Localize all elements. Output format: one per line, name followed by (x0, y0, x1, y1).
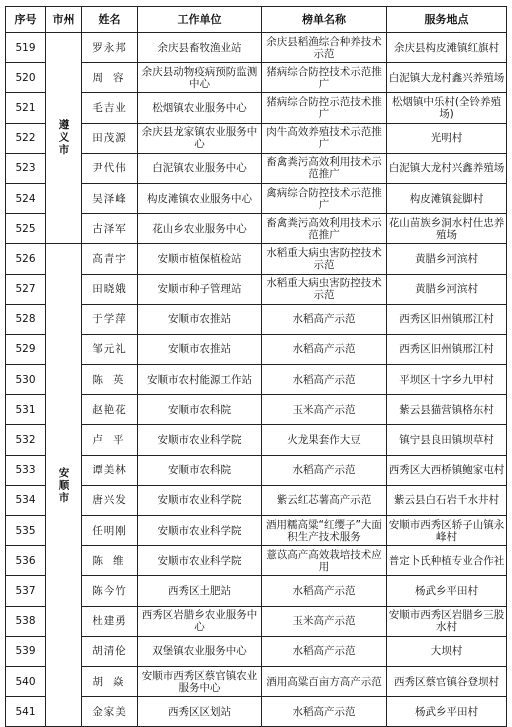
service-location-cell: 安顺市西秀区轿子山镇永峰村 (387, 516, 507, 546)
list-name-cell: 紫云红芯薯高产示范 (262, 485, 387, 515)
list-name-cell: 酒用糯高粱“红缨子”大面积生产技术服务 (262, 516, 387, 546)
workplace-cell: 余庆县动物疫病预防监测中心 (138, 63, 262, 93)
list-name-cell: 水稻高产示范 (262, 576, 387, 606)
table-row (6, 395, 507, 425)
workplace-cell: 双堡镇农业服务中心 (138, 636, 262, 666)
service-location-cell: 普定卜氏种植专业合作社 (387, 546, 507, 576)
index-cell: 528 (6, 304, 46, 334)
index-cell: 527 (6, 274, 46, 304)
table-row (6, 697, 507, 727)
index-cell: 536 (6, 546, 46, 576)
list-name-cell: 水稻高产示范 (262, 697, 387, 727)
list-name-cell: 猪病综合防控技术示范推广 (262, 63, 387, 93)
workplace-cell: 安顺市农业科学院 (138, 485, 262, 515)
table-row (6, 425, 507, 455)
list-name-cell: 肉牛高效养殖技术示范推广 (262, 123, 387, 153)
list-name-cell: 禽病综合防控技术示范推广 (262, 183, 387, 213)
header-index: 序号 (6, 7, 46, 33)
table-row (6, 636, 507, 666)
service-location-cell: 余庆县构皮滩镇红旗村 (387, 33, 507, 63)
service-location-cell: 大坝村 (387, 636, 507, 666)
list-name-cell: 玉米高产示范 (262, 395, 387, 425)
index-cell: 524 (6, 183, 46, 213)
service-location-cell: 杨武乡平田村 (387, 697, 507, 727)
index-cell: 540 (6, 666, 46, 696)
table-row (6, 485, 507, 515)
service-location-cell: 白泥镇大龙村鑫兴养殖场 (387, 63, 507, 93)
service-location-cell: 黄腊乡河滨村 (387, 244, 507, 274)
list-name-cell: 余庆县稻渔综合种养技术示范 (262, 33, 387, 63)
index-cell: 525 (6, 214, 46, 244)
workplace-cell: 安顺市种子管理站 (138, 274, 262, 304)
name-cell: 罗永邦 (82, 33, 138, 63)
service-location-cell: 紫云县白石岩千水井村 (387, 485, 507, 515)
name-cell: 于学萍 (82, 304, 138, 334)
header-service-location: 服务地点 (387, 7, 507, 33)
index-cell: 533 (6, 455, 46, 485)
name-cell: 陈维 (82, 546, 138, 576)
index-cell: 520 (6, 63, 46, 93)
name-cell: 毛吉业 (82, 93, 138, 123)
table-row (6, 666, 507, 696)
workplace-cell: 西秀区区划站 (138, 697, 262, 727)
name-cell: 杜建勇 (82, 606, 138, 636)
name-cell: 陈英 (82, 365, 138, 395)
index-cell: 519 (6, 33, 46, 63)
name-cell: 赵艳花 (82, 395, 138, 425)
workplace-cell: 余庆县畜牧渔业站 (138, 33, 262, 63)
index-cell: 529 (6, 334, 46, 364)
index-cell: 522 (6, 123, 46, 153)
service-location-cell: 白泥镇大龙村兴鑫养殖场 (387, 153, 507, 183)
index-cell: 521 (6, 93, 46, 123)
table-row (6, 123, 507, 153)
workplace-cell: 安顺市西秀区蔡官镇农业服务中心 (138, 666, 262, 696)
service-location-cell: 西秀区蔡官镇谷登坝村 (387, 666, 507, 696)
workplace-cell: 构皮滩镇农业服务中心 (138, 183, 262, 213)
list-name-cell: 水稻高产示范 (262, 334, 387, 364)
workplace-cell: 安顺市农推站 (138, 334, 262, 364)
workplace-cell: 安顺市农村能源工作站 (138, 365, 262, 395)
table-row (6, 274, 507, 304)
workplace-cell: 安顺市农科院 (138, 395, 262, 425)
table-body (6, 33, 507, 727)
service-location-cell: 花山苗族乡洞水村仕忠养殖场 (387, 214, 507, 244)
name-cell: 胡焱 (82, 666, 138, 696)
table-row (6, 153, 507, 183)
list-name-cell: 水稻高产示范 (262, 455, 387, 485)
service-location-cell: 构皮滩镇瓮脚村 (387, 183, 507, 213)
list-name-cell: 火龙果套作大豆 (262, 425, 387, 455)
workplace-cell: 安顺市农业科学院 (138, 516, 262, 546)
list-name-cell: 水稻高产示范 (262, 365, 387, 395)
service-location-cell: 杨武乡平田村 (387, 576, 507, 606)
service-location-cell: 西秀区旧州镇邢江村 (387, 304, 507, 334)
table-row (6, 546, 507, 576)
list-name-cell: 猪病综合防控示范技术推广 (262, 93, 387, 123)
header-row (6, 7, 507, 33)
city-cell: 遵义市 (46, 33, 82, 244)
table-row (6, 33, 507, 63)
index-cell: 526 (6, 244, 46, 274)
workplace-cell: 安顺市农业科学院 (138, 546, 262, 576)
list-name-cell: 畜禽粪污高效利用技术示范推广 (262, 214, 387, 244)
header-workplace: 工作单位 (138, 7, 262, 33)
service-location-cell: 黄腊乡河滨村 (387, 274, 507, 304)
workplace-cell: 西秀区土肥站 (138, 576, 262, 606)
workplace-cell: 松烟镇农业服务中心 (138, 93, 262, 123)
workplace-cell: 安顺市农推站 (138, 304, 262, 334)
name-cell: 陈今竹 (82, 576, 138, 606)
list-name-cell: 水稻高产示范 (262, 304, 387, 334)
list-name-cell: 水稻高产示范 (262, 636, 387, 666)
workplace-cell: 余庆县龙家镇农业服务中心 (138, 123, 262, 153)
table-row (6, 516, 507, 546)
name-cell: 田晓娥 (82, 274, 138, 304)
index-cell: 534 (6, 485, 46, 515)
name-cell: 古泽军 (82, 214, 138, 244)
list-name-cell: 畜禽粪污高效利用技术示范推广 (262, 153, 387, 183)
service-location-cell: 安顺市西秀区岩腊乡三股水村 (387, 606, 507, 636)
index-cell: 523 (6, 153, 46, 183)
name-cell: 田茂源 (82, 123, 138, 153)
service-location-cell: 平坝区十字乡九甲村 (387, 365, 507, 395)
table-row (6, 304, 507, 334)
list-name-cell: 薏苡高产高效栽培技术应用 (262, 546, 387, 576)
table-row (6, 183, 507, 213)
workplace-cell: 安顺市植保植检站 (138, 244, 262, 274)
table-row (6, 576, 507, 606)
header-city: 市州 (46, 7, 82, 33)
table-row (6, 214, 507, 244)
name-cell: 金家美 (82, 697, 138, 727)
table-row (6, 93, 507, 123)
index-cell: 532 (6, 425, 46, 455)
index-cell: 539 (6, 636, 46, 666)
table-row (6, 334, 507, 364)
name-cell: 周容 (82, 63, 138, 93)
header-list-name: 榜单名称 (262, 7, 387, 33)
name-cell: 吴泽峰 (82, 183, 138, 213)
service-location-cell: 西秀区旧州镇邢江村 (387, 334, 507, 364)
workplace-cell: 白泥镇农业服务中心 (138, 153, 262, 183)
header-name: 姓名 (82, 7, 138, 33)
name-cell: 唐兴发 (82, 485, 138, 515)
service-location-cell: 西秀区大西桥镇鲍家屯村 (387, 455, 507, 485)
table-row (6, 606, 507, 636)
service-location-cell: 紫云县猫营镇格东村 (387, 395, 507, 425)
workplace-cell: 西秀区岩腊乡农业服务中心 (138, 606, 262, 636)
roster-table (5, 6, 507, 727)
workplace-cell: 安顺市农业科学院 (138, 425, 262, 455)
service-location-cell: 光明村 (387, 123, 507, 153)
name-cell: 尹代伟 (82, 153, 138, 183)
name-cell: 任明刚 (82, 516, 138, 546)
index-cell: 530 (6, 365, 46, 395)
table-row (6, 244, 507, 274)
index-cell: 537 (6, 576, 46, 606)
index-cell: 538 (6, 606, 46, 636)
name-cell: 高青宇 (82, 244, 138, 274)
city-cell: 安顺市 (46, 244, 82, 727)
index-cell: 531 (6, 395, 46, 425)
workplace-cell: 花山乡农业服务中心 (138, 214, 262, 244)
name-cell: 谭美林 (82, 455, 138, 485)
list-name-cell: 酒用高粱百亩方高产示范 (262, 666, 387, 696)
name-cell: 胡清伦 (82, 636, 138, 666)
list-name-cell: 水稻重大病虫害防控技术示范 (262, 274, 387, 304)
table-row (6, 365, 507, 395)
list-name-cell: 玉米高产示范 (262, 606, 387, 636)
service-location-cell: 镇宁县良田镇坝草村 (387, 425, 507, 455)
list-name-cell: 水稻重大病虫害防控技术示范 (262, 244, 387, 274)
workplace-cell: 安顺市农科院 (138, 455, 262, 485)
index-cell: 541 (6, 697, 46, 727)
index-cell: 535 (6, 516, 46, 546)
table-row (6, 63, 507, 93)
name-cell: 邹元礼 (82, 334, 138, 364)
table-row (6, 455, 507, 485)
service-location-cell: 松烟镇中乐村(全铃养殖场) (387, 93, 507, 123)
name-cell: 卢平 (82, 425, 138, 455)
